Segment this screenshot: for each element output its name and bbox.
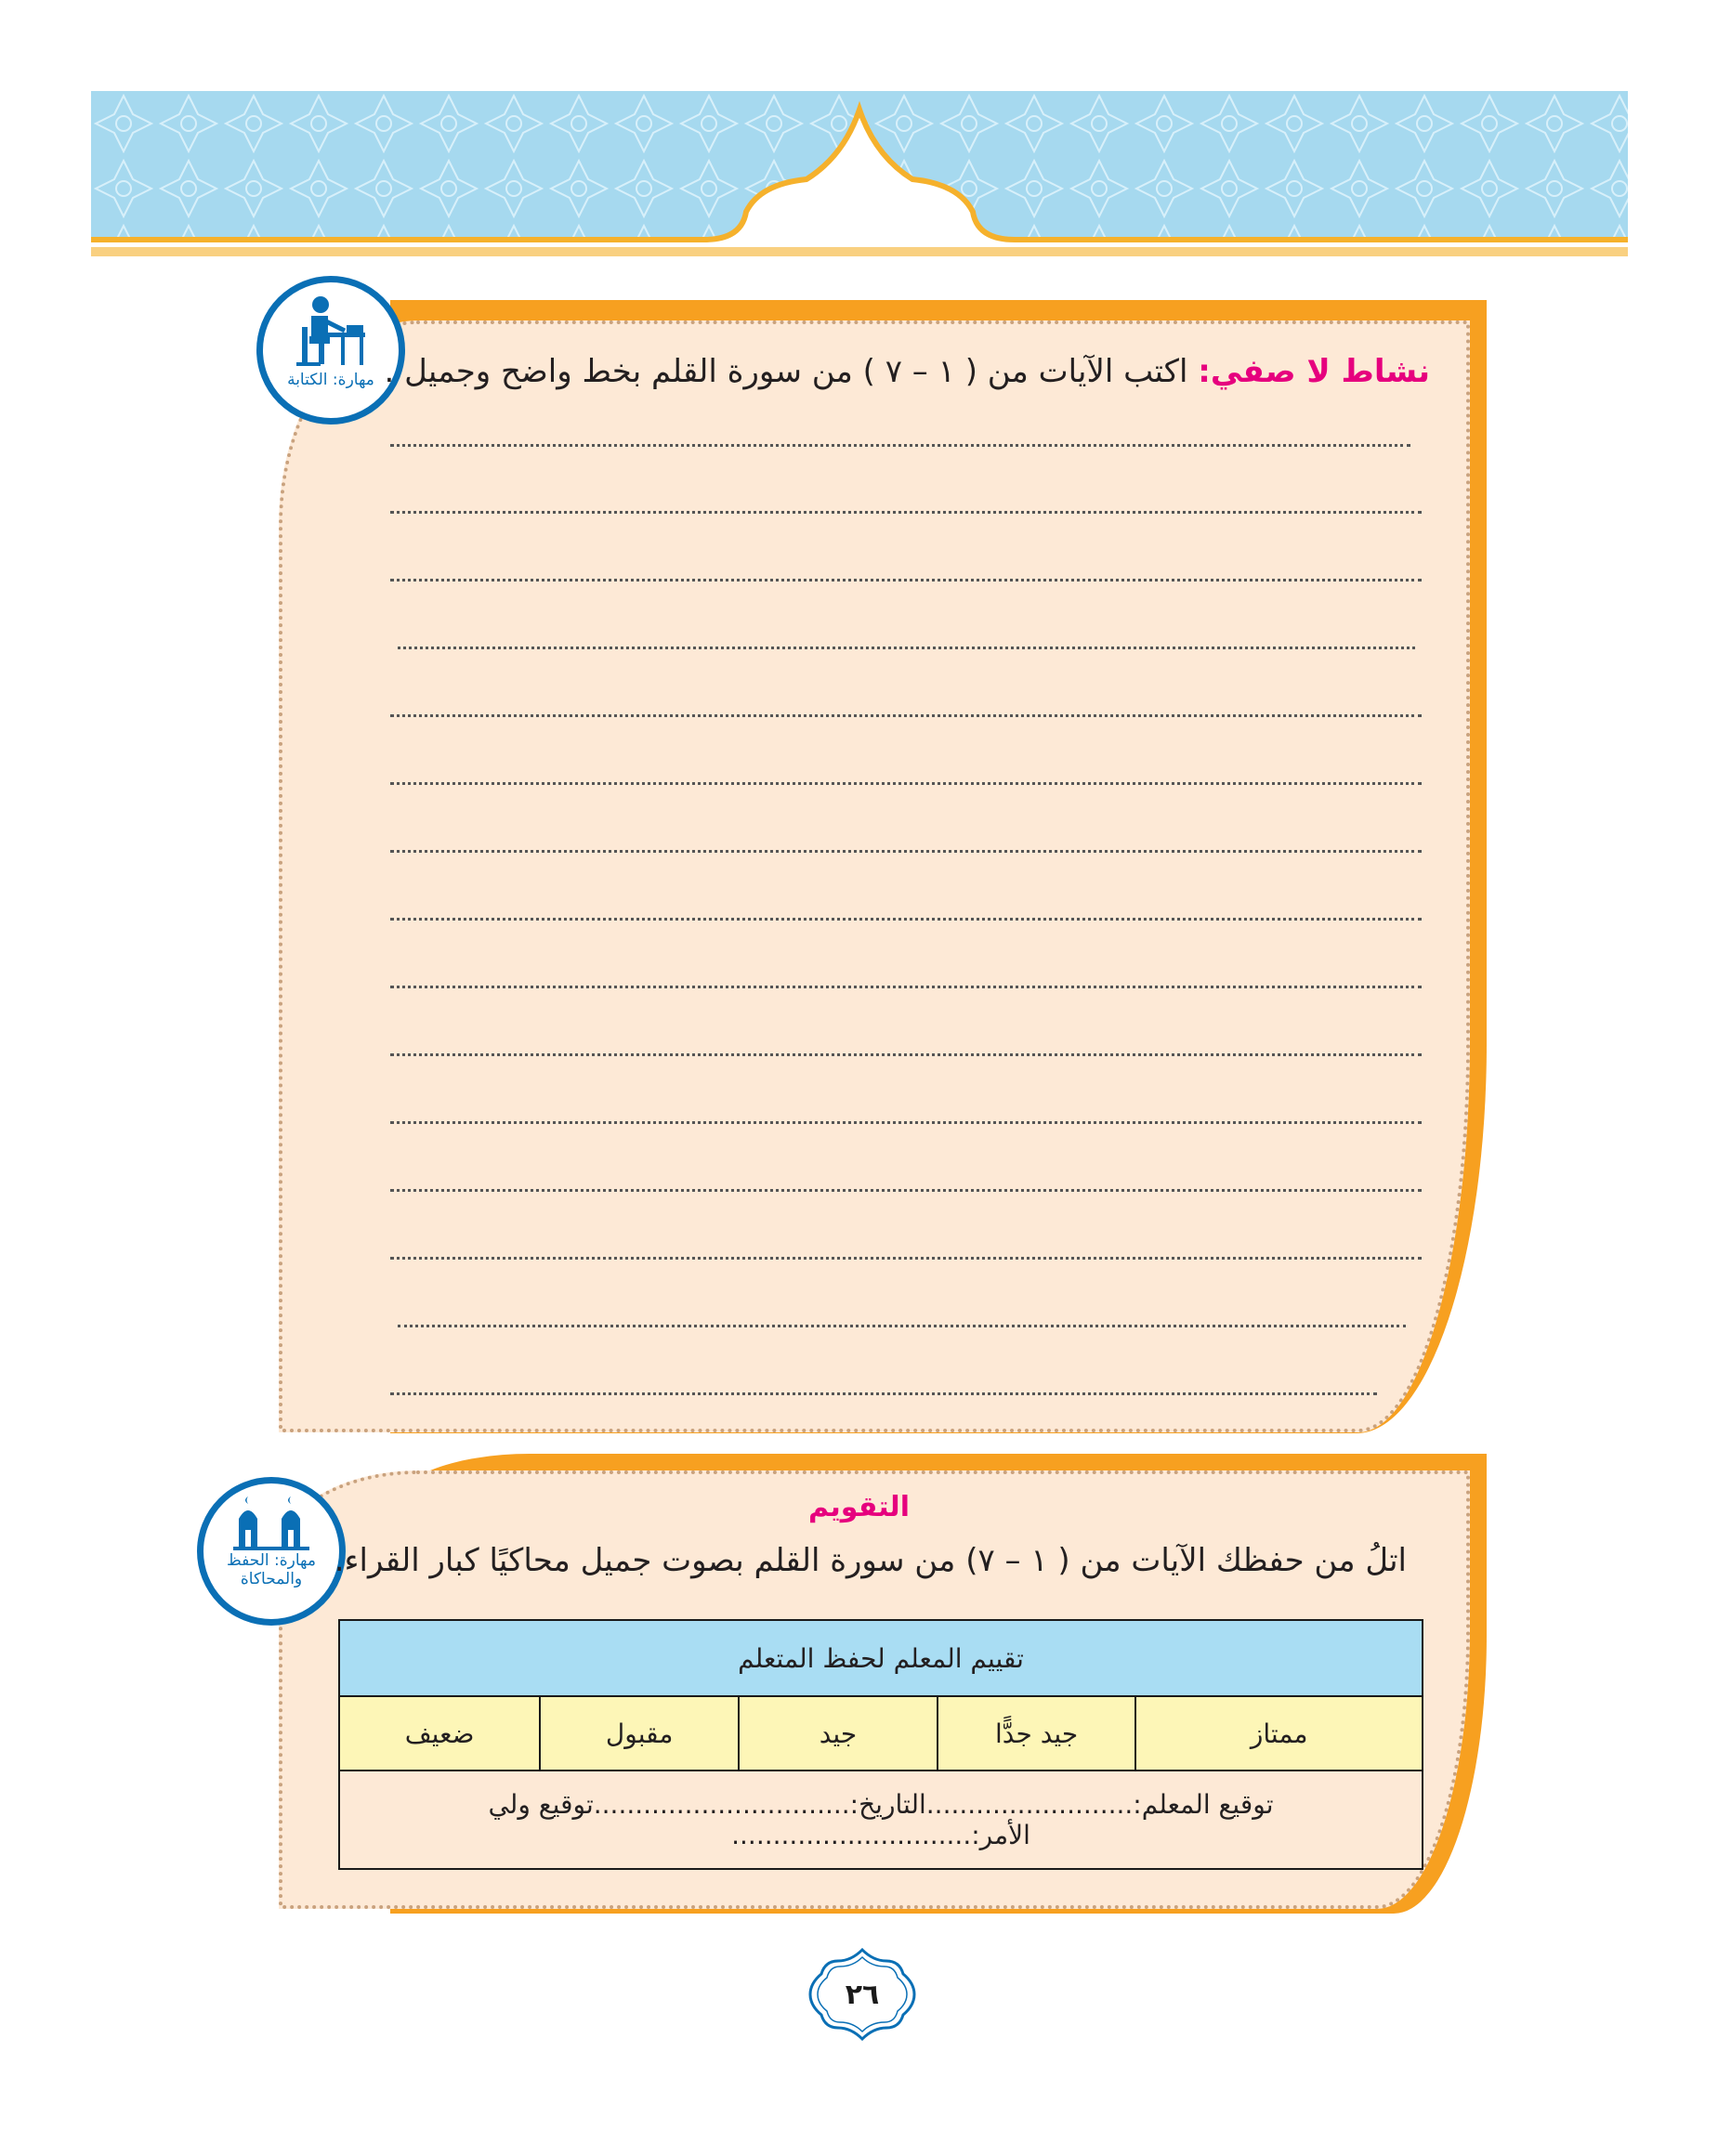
memorization-skill-label-2: والمحاكاة bbox=[240, 1569, 303, 1588]
writing-line bbox=[390, 444, 1410, 447]
activity-instruction: اكتب الآيات من ( ١ – ٧ ) من سورة القلم بخط واضح وجميل . bbox=[384, 353, 1199, 390]
activity-title-label: نشاط لا صفي: bbox=[1198, 353, 1430, 390]
grade-excellent[interactable]: ممتاز bbox=[1135, 1696, 1423, 1771]
activity-title bbox=[384, 353, 1430, 390]
writing-line bbox=[390, 1392, 1377, 1395]
writing-line bbox=[390, 1053, 1422, 1056]
writing-line bbox=[390, 850, 1422, 853]
writing-line bbox=[390, 782, 1422, 785]
teacher-evaluation-table bbox=[338, 1619, 1423, 1870]
writing-line bbox=[390, 918, 1422, 921]
writing-line bbox=[398, 1325, 1406, 1327]
evaluation-title: التقويم bbox=[808, 1491, 910, 1523]
memorization-skill-label-1: مهارة: الحفظ bbox=[227, 1551, 316, 1570]
page-number: ٢٦ bbox=[845, 1978, 880, 2011]
page-number-frame bbox=[807, 1946, 918, 2043]
evaluation-table-header: تقييم المعلم لحفظ المتعلم bbox=[339, 1620, 1423, 1696]
writing-line bbox=[398, 647, 1415, 649]
writing-line bbox=[390, 714, 1422, 717]
writing-line bbox=[390, 986, 1422, 988]
grade-good[interactable]: جيد bbox=[739, 1696, 938, 1771]
writing-skill-badge bbox=[256, 276, 405, 425]
grade-acceptable[interactable]: مقبول bbox=[540, 1696, 739, 1771]
evaluation-instruction: اتلُ من حفظك الآيات من ( ١ – ٧) من سورة القلم بصوت جميل محاكيًا كبار القراء. bbox=[334, 1542, 1407, 1579]
grade-very-good[interactable]: جيد جدًّا bbox=[938, 1696, 1136, 1771]
writing-skill-label: مهارة: الكتابة bbox=[287, 371, 374, 389]
grade-weak[interactable]: ضعيف bbox=[339, 1696, 540, 1771]
writing-line bbox=[390, 579, 1422, 581]
writing-line bbox=[390, 1121, 1422, 1124]
header-ornament-band bbox=[91, 91, 1628, 258]
writing-student-icon bbox=[289, 294, 373, 372]
writing-line bbox=[390, 511, 1422, 514]
writing-line bbox=[390, 1257, 1422, 1260]
signature-line[interactable]: توقيع المعلم:.........................التاريخ:...............................توقيع ولي الأمر:............................. bbox=[339, 1771, 1423, 1869]
writing-line bbox=[390, 1189, 1422, 1192]
activity-panel bbox=[279, 320, 1470, 1432]
